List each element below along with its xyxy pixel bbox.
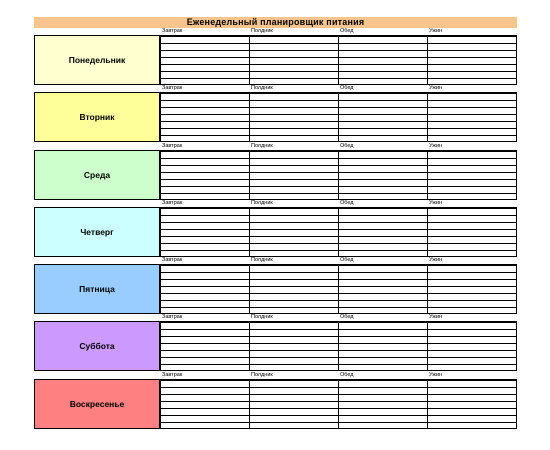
meal-column-headers [161, 314, 517, 321]
day-block [34, 314, 517, 371]
meal-column-header: Полдник [251, 257, 273, 264]
day-block [34, 85, 517, 142]
meal-column-header: Завтрак [162, 314, 183, 321]
meal-entry-grid[interactable] [160, 150, 517, 200]
day-block [34, 257, 517, 314]
day-label: Вторник [34, 92, 160, 142]
meal-entry-grid[interactable] [160, 92, 517, 142]
meal-column-header: Полдник [251, 314, 273, 321]
meal-column-header: Полдник [251, 85, 273, 92]
meal-column-header: Полдник [251, 199, 273, 206]
meal-column-header: Ужин [429, 371, 443, 378]
day-block [34, 28, 517, 85]
meal-column-header: Полдник [251, 28, 273, 34]
meal-column-headers [161, 28, 517, 35]
meal-column-header: Обед [340, 257, 354, 264]
day-label: Пятница [34, 264, 160, 314]
meal-column-header: Завтрак [162, 371, 183, 378]
meal-entry-grid[interactable] [160, 207, 517, 257]
meal-entry-grid[interactable] [160, 264, 517, 314]
day-label: Среда [34, 150, 160, 200]
meal-column-header: Ужин [429, 28, 443, 34]
meal-entry-grid[interactable] [160, 35, 517, 85]
meal-column-header: Ужин [429, 142, 443, 149]
day-list [34, 28, 517, 429]
meal-column-headers [161, 257, 517, 264]
meal-column-headers [161, 143, 517, 150]
meal-column-header: Полдник [251, 371, 273, 378]
meal-column-headers [161, 372, 517, 379]
meal-column-header: Полдник [251, 142, 273, 149]
meal-column-header: Обед [340, 314, 354, 321]
day-label: Воскресенье [34, 379, 160, 429]
meal-entry-grid[interactable] [160, 321, 517, 371]
day-block [34, 200, 517, 257]
meal-column-header: Завтрак [162, 199, 183, 206]
meal-planner [34, 17, 517, 429]
meal-column-header: Завтрак [162, 85, 183, 92]
planner-title: Еженедельный планировщик питания [34, 17, 517, 28]
day-block [34, 372, 517, 429]
day-block [34, 143, 517, 200]
meal-column-header: Завтрак [162, 28, 183, 34]
meal-column-header: Обед [340, 28, 354, 34]
meal-column-header: Ужин [429, 85, 443, 92]
meal-column-headers [161, 85, 517, 92]
day-label: Четверг [34, 207, 160, 257]
meal-column-header: Обед [340, 199, 354, 206]
meal-column-header: Ужин [429, 314, 443, 321]
day-label: Суббота [34, 321, 160, 371]
meal-column-headers [161, 200, 517, 207]
meal-entry-grid[interactable] [160, 379, 517, 429]
meal-column-header: Обед [340, 371, 354, 378]
meal-column-header: Ужин [429, 257, 443, 264]
day-label: Понедельник [34, 35, 160, 85]
meal-column-header: Завтрак [162, 142, 183, 149]
meal-column-header: Завтрак [162, 257, 183, 264]
meal-column-header: Ужин [429, 199, 443, 206]
meal-column-header: Обед [340, 85, 354, 92]
meal-column-header: Обед [340, 142, 354, 149]
